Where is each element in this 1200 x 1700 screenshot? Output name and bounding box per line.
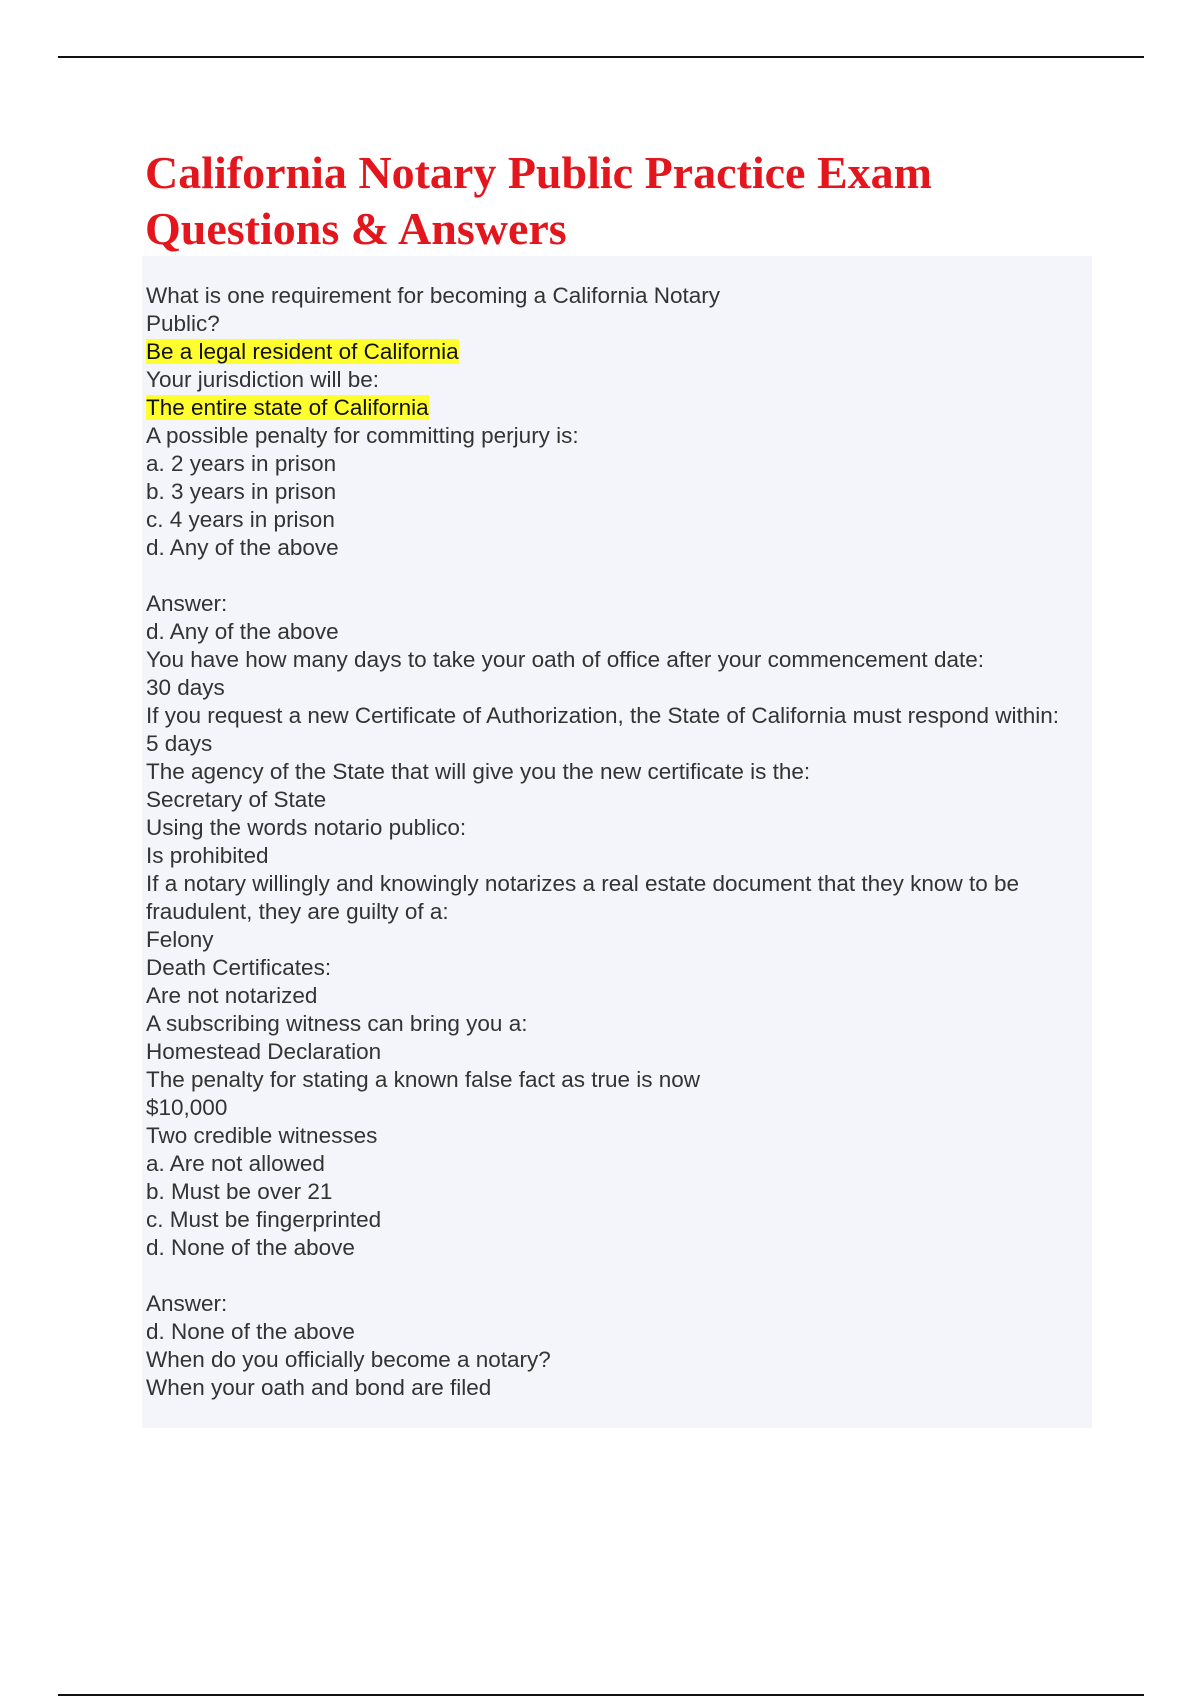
question-line: Public? bbox=[146, 311, 220, 336]
option-line: b. Must be over 21 bbox=[146, 1179, 333, 1204]
blank-line bbox=[146, 1262, 1086, 1290]
option-line: c. Must be fingerprinted bbox=[146, 1207, 382, 1232]
answer-line: 30 days bbox=[146, 675, 225, 700]
answer-line: When your oath and bond are filed bbox=[146, 1375, 492, 1400]
answer-line: $10,000 bbox=[146, 1095, 228, 1120]
answer-line: Felony bbox=[146, 927, 214, 952]
question-line: You have how many days to take your oath of office after your commencement date: bbox=[146, 647, 984, 672]
answer-line-highlighted bbox=[146, 394, 1086, 422]
question-line: What is one requirement for becoming a California Notary bbox=[146, 283, 721, 308]
option-line: c. 4 years in prison bbox=[146, 507, 335, 532]
highlight-mark: Be a legal resident of California bbox=[146, 339, 459, 364]
option-line: d. None of the above bbox=[146, 1235, 355, 1260]
blank-line bbox=[146, 562, 1086, 590]
question-line: If you request a new Certificate of Authorization, the State of California must respond within: bbox=[146, 703, 1059, 728]
option-line: a. Are not allowed bbox=[146, 1151, 325, 1176]
question-line: The agency of the State that will give you the new certificate is the: bbox=[146, 759, 811, 784]
answer-line: Homestead Declaration bbox=[146, 1039, 382, 1064]
question-line: Using the words notario publico: bbox=[146, 815, 467, 840]
answer-line: 5 days bbox=[146, 731, 213, 756]
option-line: d. Any of the above bbox=[146, 535, 339, 560]
question-line: The penalty for stating a known false fact as true is now bbox=[146, 1067, 701, 1092]
question-line: Your jurisdiction will be: bbox=[146, 367, 380, 392]
answer-label: Answer: bbox=[146, 1291, 228, 1316]
answer-line: Secretary of State bbox=[146, 787, 327, 812]
answer-line: Are not notarized bbox=[146, 983, 318, 1008]
answer-line: Is prohibited bbox=[146, 843, 269, 868]
qa-content-box bbox=[142, 256, 1092, 1428]
question-line: A possible penalty for committing perjury is: bbox=[146, 423, 579, 448]
highlight-mark: The entire state of California bbox=[146, 395, 429, 420]
bottom-rule bbox=[58, 1694, 1144, 1696]
option-line: b. 3 years in prison bbox=[146, 479, 337, 504]
answer-line: d. Any of the above bbox=[146, 619, 339, 644]
question-line: Death Certificates: bbox=[146, 955, 332, 980]
option-line: a. 2 years in prison bbox=[146, 451, 337, 476]
question-line: If a notary willingly and knowingly notarizes a real estate document that they know to be fraudulent, they are guilty of a: bbox=[146, 871, 1019, 924]
document-title: California Notary Public Practice Exam Questions & Answers bbox=[145, 147, 932, 254]
question-line: A subscribing witness can bring you a: bbox=[146, 1011, 528, 1036]
answer-line-highlighted bbox=[146, 338, 1086, 366]
question-line: Two credible witnesses bbox=[146, 1123, 378, 1148]
question-line: When do you officially become a notary? bbox=[146, 1347, 551, 1372]
top-rule bbox=[58, 56, 1144, 58]
answer-label: Answer: bbox=[146, 591, 228, 616]
answer-line: d. None of the above bbox=[146, 1319, 355, 1344]
